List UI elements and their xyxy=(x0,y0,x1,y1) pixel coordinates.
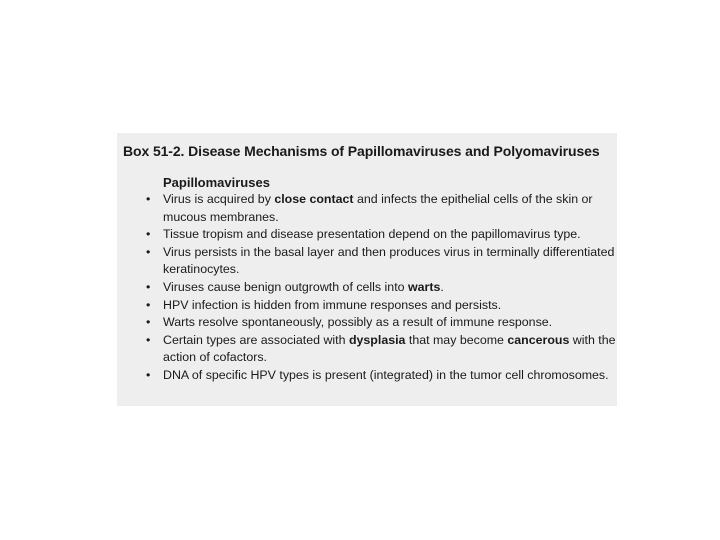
bullet-emphasis: warts xyxy=(407,279,441,294)
bullet-text: Warts resolve spontaneously, possibly as a result of immune response. xyxy=(163,315,553,330)
bullet-text: DNA of specific HPV types is present (integrated) in the tumor cell chromosomes. xyxy=(163,367,609,382)
bullet-icon: • xyxy=(146,297,151,312)
bullet-icon: • xyxy=(146,279,151,294)
bullet-list xyxy=(146,191,616,385)
bullet-item xyxy=(146,244,616,279)
section-title-papillomaviruses: Papillomaviruses xyxy=(163,175,270,190)
bullet-text: Tissue tropism and disease presentation depend on the papillomavirus type. xyxy=(163,227,581,242)
bullet-text: that may become xyxy=(405,332,508,347)
bullet-text: Virus is acquired by xyxy=(163,192,275,206)
bullet-icon: • xyxy=(146,244,151,259)
bullet-item xyxy=(146,297,616,315)
bullet-text: HPV infection is hidden from immune responses and persists. xyxy=(163,297,502,312)
bullet-text: and infects the epithelial cells of the skin or mucous membranes. xyxy=(163,192,593,224)
disease-mechanisms-box xyxy=(117,133,617,406)
bullet-icon: • xyxy=(146,192,151,206)
bullet-item xyxy=(146,367,616,385)
bullet-text: Certain types are associated with xyxy=(163,332,349,347)
bullet-item xyxy=(146,314,616,332)
bullet-emphasis: cancerous xyxy=(507,332,570,347)
bullet-icon: • xyxy=(146,332,151,347)
bullet-item xyxy=(146,332,616,367)
bullet-item xyxy=(146,191,616,226)
box-title: Box 51-2. Disease Mechanisms of Papillomaviruses and Polyomaviruses xyxy=(123,143,600,159)
bullet-text: with the action of cofactors. xyxy=(163,332,616,365)
bullet-icon: • xyxy=(146,315,151,330)
bullet-text: Viruses cause benign outgrowth of cells into xyxy=(163,279,408,294)
bullet-icon: • xyxy=(146,227,151,242)
bullet-text: . xyxy=(440,279,444,294)
bullet-emphasis: dysplasia xyxy=(348,332,406,347)
bullet-emphasis: close contact xyxy=(274,192,354,206)
bullet-item xyxy=(146,226,616,244)
bullet-text: Virus persists in the basal layer and then produces virus in terminally differentiated keratinocytes. xyxy=(163,244,615,277)
bullet-icon: • xyxy=(146,367,151,382)
bullet-item xyxy=(146,279,616,297)
